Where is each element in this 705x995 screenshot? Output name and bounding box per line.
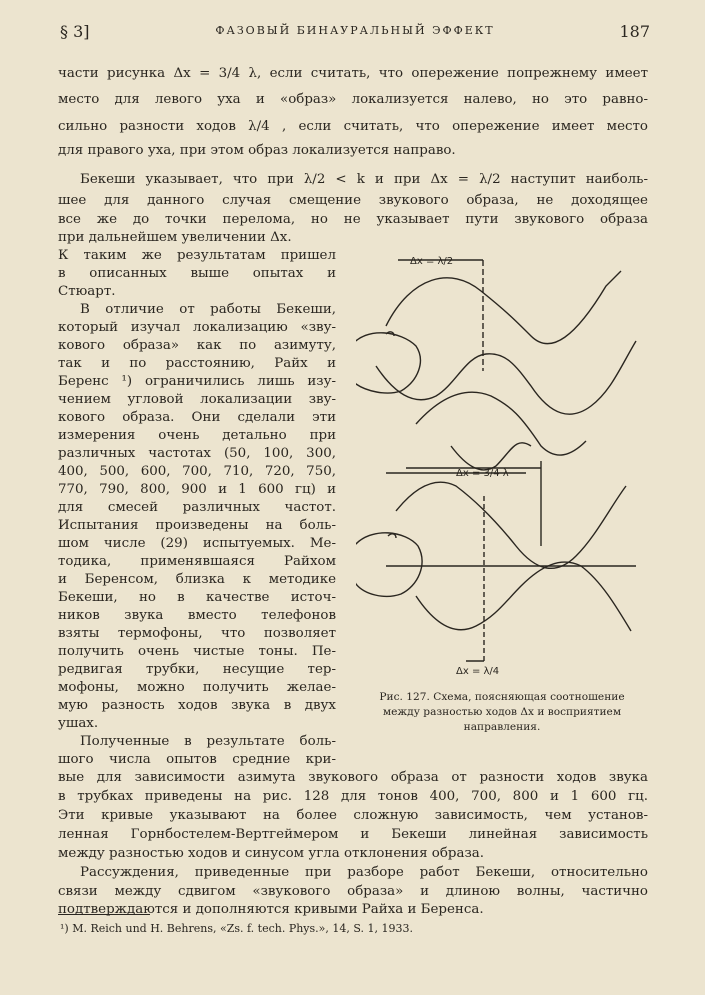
text-line: шее для данного случая смещение звукового образа, не доходящее xyxy=(58,193,648,208)
wave-mid-1 xyxy=(416,392,586,455)
text-line: измерения очень детально при xyxy=(58,428,336,443)
text-line: так и по расстоянию, Райх и xyxy=(58,356,336,371)
text-line: шого числа опытов средние кри- xyxy=(58,752,336,767)
figure-127 xyxy=(356,246,656,686)
text-line: связи между сдвигом «звукового образа» и длиною волны, частично xyxy=(58,884,648,899)
caption-line: направления. xyxy=(463,721,541,733)
wave-low-1 xyxy=(396,482,626,568)
text-line: при дальнейшем увеличении Δx. xyxy=(58,230,292,245)
ear-2 xyxy=(388,534,396,538)
wave-top-1 xyxy=(386,271,621,344)
text-line: Рассуждения, приведенные при разборе работ Бекеши, относительно xyxy=(80,865,648,880)
text-line: ушах. xyxy=(58,716,99,731)
text-line: ленная Горнбостелем-Вертгеймером и Бекеши линейная зависимость xyxy=(58,827,648,842)
text-line: для смесей различных частот. xyxy=(58,500,336,515)
text-line: который изучал локализацию «зву- xyxy=(58,320,336,335)
text-line: Испытания произведены на боль- xyxy=(58,518,336,533)
text-line: 770, 790, 800, 900 и 1 600 гц) и xyxy=(58,482,336,497)
text-line: взяты термофоны, что позволяет xyxy=(58,626,336,641)
running-header xyxy=(60,22,650,46)
text-line: все же до точки перелома, но не указывает пути звукового образа xyxy=(58,212,648,227)
text-line: К таким же результатам пришел xyxy=(58,248,336,263)
text-line: чением угловой локализации зву- xyxy=(58,392,336,407)
section-number: § 3] xyxy=(60,22,90,41)
figure-label-bottom: Δx = λ/4 xyxy=(456,666,500,677)
figure-label-top: Δx = λ/2 xyxy=(410,256,454,267)
text-line: Бекеши, но в качестве источ- xyxy=(58,590,336,605)
text-line: и Беренсом, близка к методике xyxy=(58,572,336,587)
running-title: ФАЗОВЫЙ БИНАУРАЛЬНЫЙ ЭФФЕКТ xyxy=(215,24,495,37)
wave-mid-2 xyxy=(451,443,531,470)
caption-line: между разностью ходов Δx и восприятием xyxy=(382,706,622,718)
text-line: Бекеши указывает, что при λ/2 < k и при Δx = λ/2 наступит наиболь- xyxy=(80,172,648,187)
text-line: между разностью ходов и синусом угла отклонения образа. xyxy=(58,846,485,861)
text-line: в трубках приведены на рис. 128 для тонов 400, 700, 800 и 1 600 гц. xyxy=(58,789,648,804)
footnote-rule xyxy=(58,914,150,915)
text-line: редвигая трубки, несущие тер- xyxy=(58,662,336,677)
text-line: кового образа. Они сделали эти xyxy=(58,410,336,425)
text-line: В отличие от работы Бекеши, xyxy=(80,302,336,317)
text-line: место для левого уха и «образ» локализуется налево, но это равно- xyxy=(58,92,648,107)
text-line: ников звука вместо телефонов xyxy=(58,608,336,623)
text-line: для правого уха, при этом образ локализуется направо. xyxy=(58,143,456,158)
text-line: Эти кривые указывают на более сложную зависимость, чем установ- xyxy=(58,808,648,823)
footnote: ¹) M. Reich und H. Behrens, «Zs. f. tech. Phys.», 14, S. 1, 1933. xyxy=(60,922,413,935)
text-line: мофоны, можно получить желае- xyxy=(58,680,336,695)
text-line: в описанных выше опытах и xyxy=(58,266,336,281)
text-line: шом числе (29) испытуемых. Ме- xyxy=(58,536,336,551)
page-number: 187 xyxy=(619,22,650,41)
figure-caption xyxy=(356,690,648,735)
head-outline-2 xyxy=(356,533,422,597)
text-line: различных частотах (50, 100, 300, xyxy=(58,446,336,461)
text-line: вые для зависимости азимута звукового образа от разности ходов звука xyxy=(58,770,648,785)
text-line: 400, 500, 600, 700, 710, 720, 750, xyxy=(58,464,336,479)
text-line: тодика, применявшаяся Райхом xyxy=(58,554,336,569)
text-line: Беренс ¹) ограничились лишь изу- xyxy=(58,374,336,389)
head-outline-1 xyxy=(356,333,420,393)
text-line: подтверждаются и дополняются кривыми Райха и Беренса. xyxy=(58,902,484,917)
text-line: получить очень чистые тоны. Пе- xyxy=(58,644,336,659)
figure-label-mid: Δx = 3/4 λ xyxy=(456,468,509,479)
text-line: мую разность ходов звука в двух xyxy=(58,698,336,713)
wave-low-2 xyxy=(416,562,631,631)
text-line: Полученные в результате боль- xyxy=(80,734,336,749)
text-line: сильно разности ходов λ/4 , если считать, что опережение имеет место xyxy=(58,119,648,134)
text-line: кового образа» как по азимуту, xyxy=(58,338,336,353)
text-line: Стюарт. xyxy=(58,284,116,299)
caption-line: Рис. 127. Схема, поясняющая соотношение xyxy=(379,691,625,703)
text-line: части рисунка Δx = 3/4 λ, если считать, что опережение попрежнему имеет xyxy=(58,66,648,81)
